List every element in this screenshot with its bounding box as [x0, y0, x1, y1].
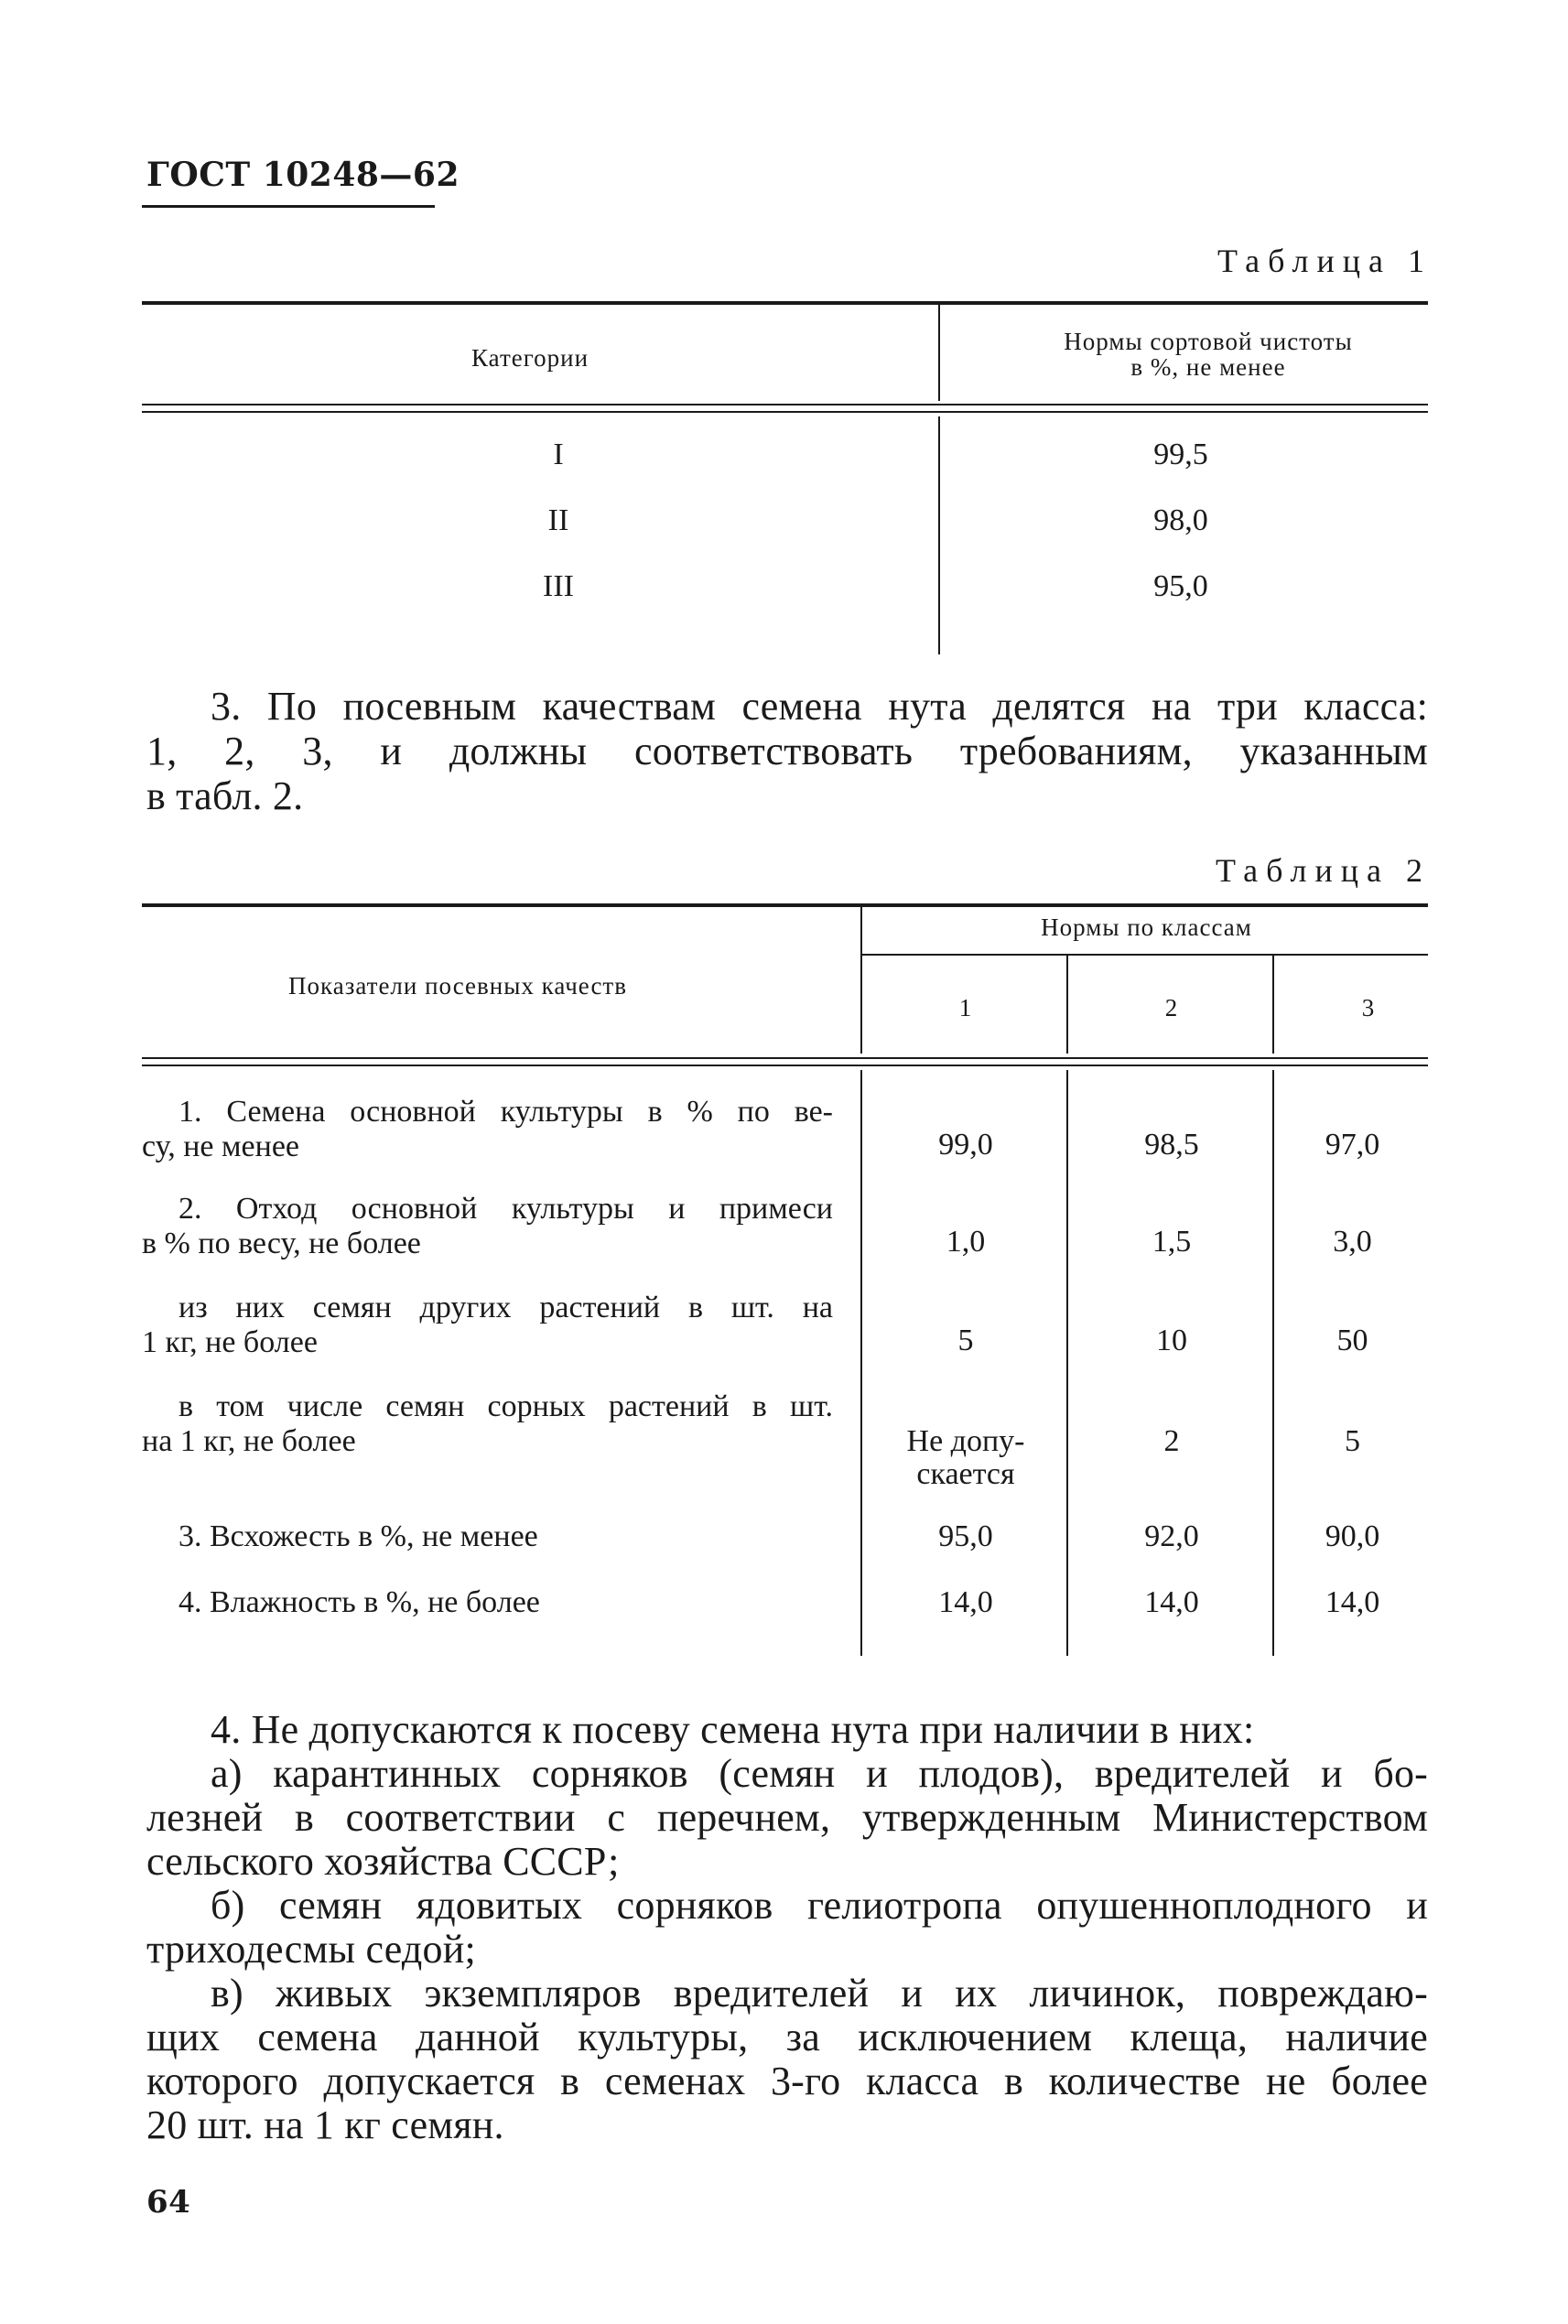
table2-row-label: в % по весу, не более — [142, 1227, 421, 1260]
table2-body-divider-2 — [1272, 1070, 1274, 1656]
table2-col-divider-main — [860, 907, 862, 1054]
table2-caption: Таблица 2 — [1216, 852, 1431, 889]
table2-value-cell: 90,0 — [1325, 1519, 1380, 1553]
table2-value-cell: 1,5 — [1152, 1225, 1192, 1259]
table1-norm-cell: 95,0 — [1153, 569, 1208, 603]
table2-value-cell: 97,0 — [1325, 1128, 1380, 1162]
table1-norm-cell: 98,0 — [1153, 503, 1208, 537]
table2-value-cell: 14,0 — [938, 1585, 993, 1619]
para4-line: сельского хозяйства СССР; — [146, 1839, 620, 1884]
table2-row-label: 1 кг, не более — [142, 1325, 318, 1359]
table2-value-cell: 98,5 — [1144, 1128, 1199, 1162]
table1-category-cell: III — [543, 569, 574, 603]
table2-body-divider-main — [860, 1070, 862, 1656]
table1-header-norm-line2: в %, не менее — [1130, 353, 1286, 381]
table2-value-cell: 99,0 — [938, 1128, 993, 1162]
table2-row-label: 1. Семена основной культуры в % по ве- — [178, 1095, 833, 1129]
table2-header-rule-b — [142, 1065, 1428, 1066]
table1-caption: Таблица 1 — [1217, 243, 1433, 279]
table1-norm-cell: 99,5 — [1153, 438, 1208, 471]
table2-value-cell: 2 — [1163, 1424, 1180, 1458]
table2-header-indicators: Показатели посевных качеств — [288, 972, 627, 1000]
table1-body-divider — [938, 416, 940, 654]
table2-value-cell: 14,0 — [1325, 1585, 1380, 1619]
table1-header-category: Категории — [471, 344, 589, 372]
header-underline — [142, 205, 435, 208]
table2-row-label: су, не менее — [142, 1130, 300, 1163]
table2-class-label: 3 — [1361, 994, 1376, 1021]
table1-category-cell: II — [547, 503, 569, 537]
table2-header-norms: Нормы по классам — [1041, 913, 1252, 941]
table1-top-rule — [142, 301, 1428, 305]
para4-line: щих семена данной культуры, за исключением клеща, наличие — [146, 2015, 1428, 2059]
table2-row-label: из них семян других растений в шт. на — [178, 1291, 833, 1324]
para4-line: которого допускается в семенах 3-го класса в количестве не более — [146, 2059, 1428, 2103]
table2-class-label: 2 — [1164, 994, 1179, 1021]
table2-row-label: 2. Отход основной культуры и примеси — [178, 1192, 833, 1226]
standard-header: ГОСТ 10248—62 — [146, 156, 460, 194]
para4-line: 4. Не допускаются к посеву семена нута при наличии в них: — [211, 1707, 1255, 1752]
table2-value-cell: 10 — [1156, 1324, 1187, 1357]
table2-row-label: в том числе семян сорных растений в шт. — [178, 1389, 833, 1423]
para4-line: в) живых экземпляров вредителей и их личинок, повреждаю- — [211, 1971, 1428, 2016]
para4-line: а) карантинных сорняков (семян и плодов), вредителей и бо- — [211, 1751, 1428, 1796]
table2-value-cell: 50 — [1336, 1324, 1368, 1357]
table2-value-cell: 14,0 — [1144, 1585, 1199, 1619]
table1-header-rule-b — [142, 411, 1428, 413]
table2-value-cell: 95,0 — [938, 1519, 993, 1553]
table2-col-divider-2 — [1272, 956, 1274, 1054]
para4-line: триходесмы седой; — [146, 1927, 476, 1972]
table1-category-cell: I — [553, 438, 564, 471]
table2-row-label: на 1 кг, не более — [142, 1424, 356, 1458]
table2-row-label: 3. Всхожесть в %, не менее — [178, 1519, 538, 1553]
table2-header-rule-a — [142, 1057, 1428, 1059]
table2-value-cell: 5 — [957, 1324, 974, 1357]
table2-col-divider-1 — [1066, 956, 1068, 1054]
page-number: 64 — [146, 2184, 191, 2221]
para3-line1: 3. По посевным качествам семена нута делятся на три класса: — [211, 684, 1428, 729]
table2-value-cell: Не допу- — [906, 1424, 1025, 1458]
table2-body-divider-1 — [1066, 1070, 1068, 1656]
para3-line2: 1, 2, 3, и должны соответствовать требованиям, указанным — [146, 729, 1428, 773]
table2-norms-rule — [862, 954, 1428, 956]
table2-value-cell: скается — [916, 1457, 1015, 1491]
table1-header-norm-line1: Нормы сортовой чистоты — [1064, 328, 1353, 355]
table1-col-divider — [938, 305, 940, 401]
para4-line: 20 шт. на 1 кг семян. — [146, 2102, 504, 2147]
table1-header-rule-a — [142, 404, 1428, 405]
para4-line: лезней в соответствии с перечнем, утвержденным Министерством — [146, 1795, 1428, 1840]
para4-line: б) семян ядовитых сорняков гелиотропа опушенноплодного и — [211, 1883, 1428, 1928]
table2-class-label: 1 — [958, 994, 973, 1021]
table2-top-rule — [142, 903, 1428, 907]
table2-value-cell: 92,0 — [1144, 1519, 1199, 1553]
para3-line3: в табл. 2. — [146, 773, 304, 818]
table2-value-cell: 3,0 — [1333, 1225, 1372, 1259]
table2-value-cell: 5 — [1345, 1424, 1360, 1458]
table2-value-cell: 1,0 — [946, 1225, 986, 1259]
table2-row-label: 4. Влажность в %, не более — [178, 1585, 540, 1619]
